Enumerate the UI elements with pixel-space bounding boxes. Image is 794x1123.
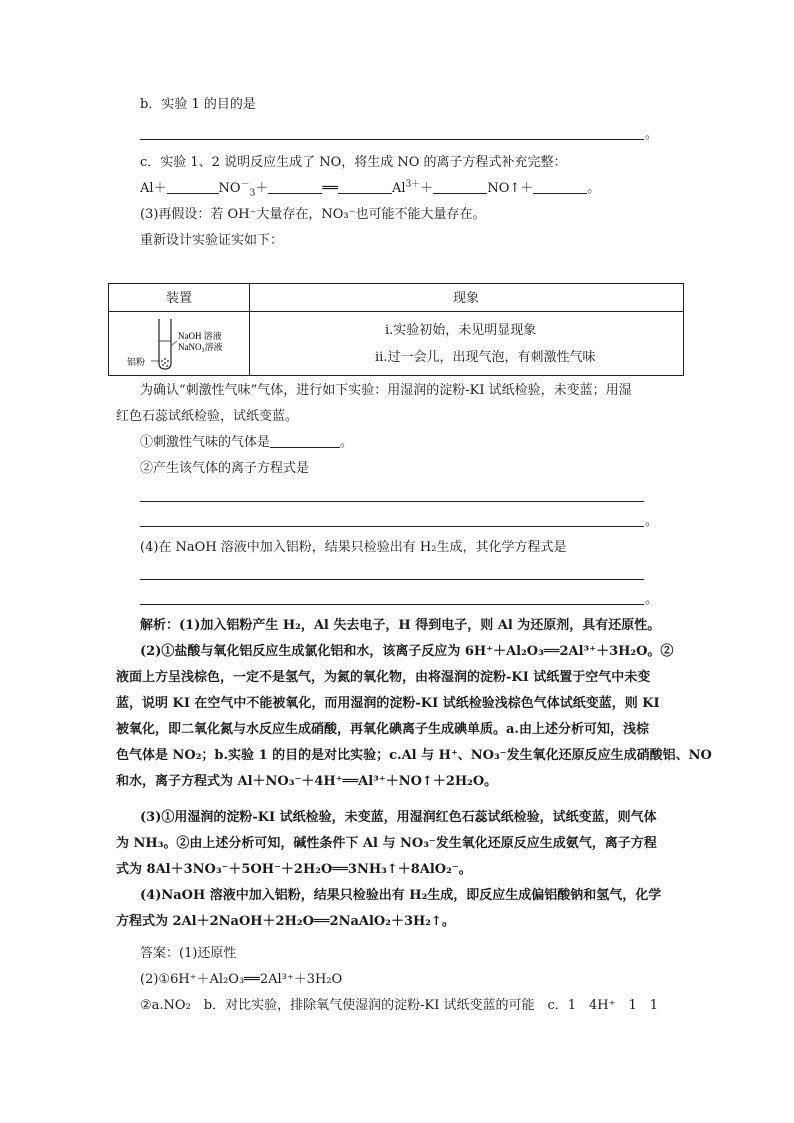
- eq-end: 。: [587, 181, 601, 196]
- confirm-paragraph-line1: 为确认“刺激性气味”气体，进行如下实验：用湿润的淀粉-KI 试纸检验，未变蓝；用湿: [140, 383, 632, 398]
- question-gas-label: ①刺激性气味的气体是: [140, 435, 271, 450]
- answer-line: 答案：(1)还原性: [140, 946, 237, 961]
- period: 。: [645, 592, 659, 607]
- eq-no: NO↑＋: [487, 181, 534, 196]
- q3-hypothesis: (3)再假设：若 OH⁻大量存在，NO₃⁻也可能不能大量存在。: [140, 207, 486, 222]
- question-ion-eq: ②产生该气体的离子方程式是: [140, 461, 310, 476]
- ionic-equation-blanks: [140, 179, 600, 199]
- blank-product[interactable]: [533, 179, 587, 194]
- blank-gas[interactable]: [270, 433, 340, 448]
- analysis-line: 蓝，说明 KI 在空气中不能被氧化，而用湿润的淀粉-KI 试纸检验浅棕色气体试纸变蓝，则 KI: [116, 696, 660, 711]
- answer-line: (2)①6H⁺＋Al₂O₃══2Al³⁺＋3H₂O: [140, 972, 343, 987]
- analysis-line: 液面上方呈浅棕色，一定不是氢气，为氮的氧化物，由将湿润的淀粉-KI 试纸置于空气中未变: [116, 670, 651, 685]
- blank-reactant[interactable]: [268, 179, 322, 194]
- eq-plus: ＋: [255, 181, 269, 196]
- table-header-phenomenon: 现象: [452, 291, 479, 306]
- test-tube-apparatus: [121, 317, 241, 371]
- answer-blank-line[interactable]: [140, 526, 644, 527]
- period: 。: [340, 435, 354, 450]
- answer-blank-line[interactable]: [140, 579, 644, 580]
- confirm-paragraph-line2: 红色石蕊试纸检验，试纸变蓝。: [116, 409, 299, 424]
- analysis-line: 色气体是 NO₂；b.实验 1 的目的是对比实验；c.Al 与 H⁺、NO₃⁻发生氧化还原反应生成硝酸铝、NO: [116, 748, 712, 763]
- answer-blank-line[interactable]: [140, 604, 644, 605]
- analysis-line: 为 NH₃。②由上述分析可知，碱性条件下 Al 与 NO₃⁻发生氧化还原反应生成氨气，离子方程: [116, 836, 657, 851]
- eq-no3-sup: －: [240, 179, 250, 190]
- analysis-line: (2)①盐酸与氧化铝反应生成氯化铝和水，该离子反应为 6H⁺＋Al₂O₃══2Al³⁺＋3H₂O。②: [140, 644, 674, 659]
- analysis-line: 方程式为 2Al＋2NaOH＋2H₂O══2NaAlO₂＋3H₂↑。: [116, 914, 455, 929]
- question-c-intro: c．实验 1、2 说明反应生成了 NO，将生成 NO 的离子方程式补充完整：: [140, 155, 567, 170]
- label-al-powder: 铝粉: [127, 357, 146, 367]
- blank-coef-al3[interactable]: [338, 179, 392, 194]
- period: 。: [645, 514, 659, 529]
- answer-blank-line[interactable]: [140, 501, 644, 502]
- experiment-table: [108, 283, 684, 376]
- analysis-line: 被氧化，即二氧化氮与水反应生成硝酸，再氧化碘离子生成碘单质。a.由上述分析可知，浅棕: [116, 722, 649, 737]
- question-b-purpose: b．实验 1 的目的是: [140, 97, 256, 112]
- period: 。: [645, 127, 659, 142]
- analysis-line: (3)①用湿润的淀粉-KI 试纸检验，未变蓝，用湿润红色石蕊试纸检验，试纸变蓝，则气体: [140, 810, 657, 825]
- phenomenon-1: ⅰ.实验初始，未见明显现象: [385, 323, 537, 338]
- answer-line: ②a.NO₂ b．对比实验，排除氧气使湿润的淀粉-KI 试纸变蓝的可能 c．1 4H⁺ 1 1: [140, 998, 659, 1013]
- table-header-apparatus: 装置: [165, 291, 192, 306]
- eq-al: Al＋: [140, 181, 167, 196]
- blank-coef-no[interactable]: [433, 179, 487, 194]
- eq-plus: ＋: [420, 181, 434, 196]
- question-gas: [140, 433, 353, 453]
- q3-redesign: 重新设计实验证实如下：: [140, 233, 284, 248]
- label-nano3: NaNO₃溶液: [178, 342, 223, 352]
- eq-no3-sub: 3: [249, 188, 256, 199]
- eq-no3: NO: [218, 181, 241, 196]
- analysis-line: (4)NaOH 溶液中加入铝粉，结果只检验出有 H₂生成，即反应生成偏铝酸钠和氢气，化学: [140, 888, 662, 903]
- analysis-line: 和水，离子方程式为 Al＋NO₃⁻＋4H⁺══Al³⁺＋NO↑＋2H₂O。: [116, 774, 498, 789]
- analysis-line: 解析：(1)加入铝粉产生 H₂，Al 失去电子，H 得到电子，则 Al 为还原剂，具有还原性。: [140, 618, 661, 633]
- eq-al3: Al: [392, 181, 406, 196]
- eq-equals: ══: [322, 181, 339, 196]
- label-naoh: NaOH 溶液: [178, 331, 222, 341]
- phenomenon-2: ⅱ.过一会儿，出现气泡，有刺激性气味: [375, 350, 596, 365]
- analysis-line: 式为 8Al＋3NO₃⁻＋5OH⁻＋2H₂O══3NH₃↑＋8AlO₂⁻。: [116, 862, 472, 877]
- answer-blank-line[interactable]: [140, 139, 644, 140]
- blank-coef-no3[interactable]: [167, 179, 219, 194]
- question-4: (4)在 NaOH 溶液中加入铝粉，结果只检验出有 H₂生成，其化学方程式是: [140, 540, 567, 555]
- eq-al3-sup: 3＋: [405, 179, 421, 190]
